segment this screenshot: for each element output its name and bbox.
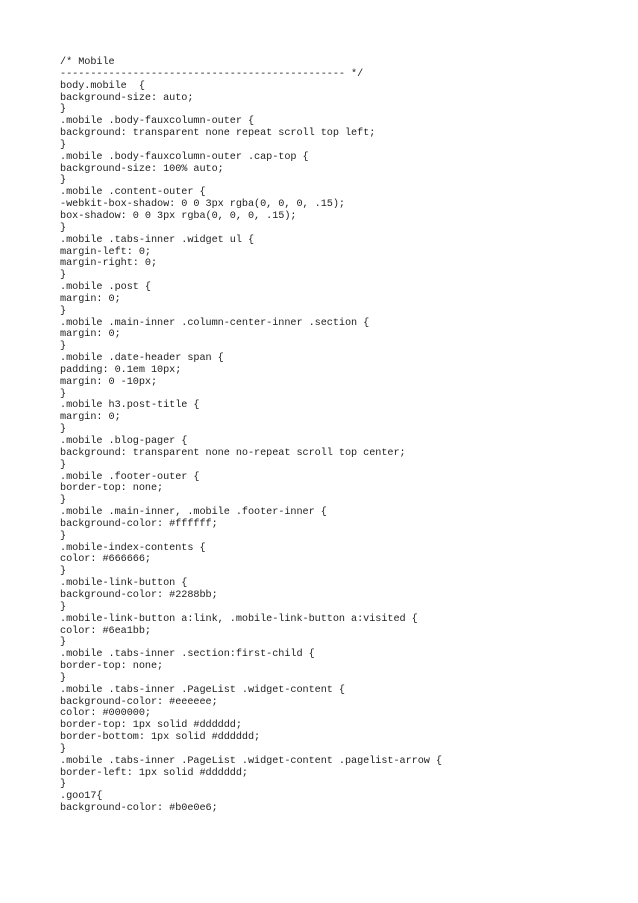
- code-line: body.mobile {: [60, 80, 145, 92]
- code-line: color: #6ea1bb;: [60, 625, 151, 637]
- code-line: }: [60, 104, 67, 116]
- code-line: }: [60, 459, 67, 471]
- code-line: .mobile .tabs-inner .PageList .widget-content .pagelist-arrow {: [60, 755, 443, 767]
- code-line: .mobile-index-contents {: [60, 542, 206, 554]
- css-code-block: [60, 57, 442, 815]
- code-line: .mobile .content-outer {: [60, 187, 206, 199]
- code-line: }: [60, 305, 67, 317]
- code-line: .mobile .tabs-inner .PageList .widget-content {: [60, 684, 345, 696]
- code-line: .mobile .tabs-inner .widget ul {: [60, 234, 255, 246]
- code-line: }: [60, 743, 67, 755]
- code-line: margin: 0 -10px;: [60, 376, 158, 388]
- code-line: .goo17{: [60, 791, 103, 803]
- code-line: background: transparent none no-repeat scroll top center;: [60, 447, 406, 459]
- code-line: border-bottom: 1px solid #dddddd;: [60, 732, 261, 744]
- code-line: }: [60, 341, 67, 353]
- code-line: .mobile .date-header span {: [60, 353, 224, 365]
- code-line: .mobile .footer-outer {: [60, 471, 200, 483]
- code-line: background: transparent none repeat scroll top left;: [60, 128, 376, 140]
- code-line: }: [60, 672, 67, 684]
- code-line: }: [60, 175, 67, 187]
- code-line: background-color: #ffffff;: [60, 518, 218, 530]
- code-line: }: [60, 270, 67, 282]
- code-line: }: [60, 601, 67, 613]
- code-line: margin-right: 0;: [60, 258, 158, 270]
- code-line: border-top: none;: [60, 483, 164, 495]
- code-line: -webkit-box-shadow: 0 0 3px rgba(0, 0, 0, .15);: [60, 199, 345, 211]
- code-line: .mobile .main-inner, .mobile .footer-inner {: [60, 507, 327, 519]
- code-line: background-color: #eeeeee;: [60, 696, 218, 708]
- code-line: box-shadow: 0 0 3px rgba(0, 0, 0, .15);: [60, 210, 297, 222]
- code-line: background-color: #2288bb;: [60, 589, 218, 601]
- code-line: }: [60, 388, 67, 400]
- code-line: color: #000000;: [60, 708, 151, 720]
- code-line: }: [60, 566, 67, 578]
- code-line: .mobile .blog-pager {: [60, 436, 188, 447]
- code-line: margin: 0;: [60, 329, 121, 341]
- code-line: .mobile-link-button a:link, .mobile-link-button a:visited {: [60, 613, 418, 625]
- code-line: background-size: auto;: [60, 92, 194, 104]
- code-line: padding: 0.1em 10px;: [60, 364, 182, 376]
- code-line: }: [60, 495, 67, 507]
- code-line: }: [60, 424, 67, 436]
- code-line: }: [60, 637, 67, 649]
- code-line: margin: 0;: [60, 412, 121, 424]
- code-line: .mobile h3.post-title {: [60, 400, 200, 412]
- code-line: color: #666666;: [60, 554, 151, 566]
- code-line: border-top: none;: [60, 661, 164, 673]
- code-line: .mobile-link-button {: [60, 578, 188, 590]
- code-line: /* Mobile: [60, 57, 115, 68]
- code-line: .mobile .body-fauxcolumn-outer {: [60, 116, 255, 128]
- code-line: border-left: 1px solid #dddddd;: [60, 767, 248, 779]
- code-line: background-color: #b0e0e6;: [60, 803, 218, 815]
- code-line: background-size: 100% auto;: [60, 163, 224, 175]
- code-line: .mobile .main-inner .column-center-inner .section {: [60, 317, 370, 329]
- code-line: border-top: 1px solid #dddddd;: [60, 720, 242, 732]
- code-line: }: [60, 222, 67, 234]
- code-line: }: [60, 779, 67, 791]
- code-line: .mobile .body-fauxcolumn-outer .cap-top {: [60, 151, 309, 163]
- code-line: margin: 0;: [60, 293, 121, 305]
- code-line: }: [60, 139, 67, 151]
- code-line: margin-left: 0;: [60, 246, 151, 258]
- code-line: .mobile .post {: [60, 282, 151, 294]
- code-line: .mobile .tabs-inner .section:first-child {: [60, 649, 315, 661]
- code-line: }: [60, 530, 67, 542]
- code-line: ----------------------------------------------- */: [60, 68, 364, 80]
